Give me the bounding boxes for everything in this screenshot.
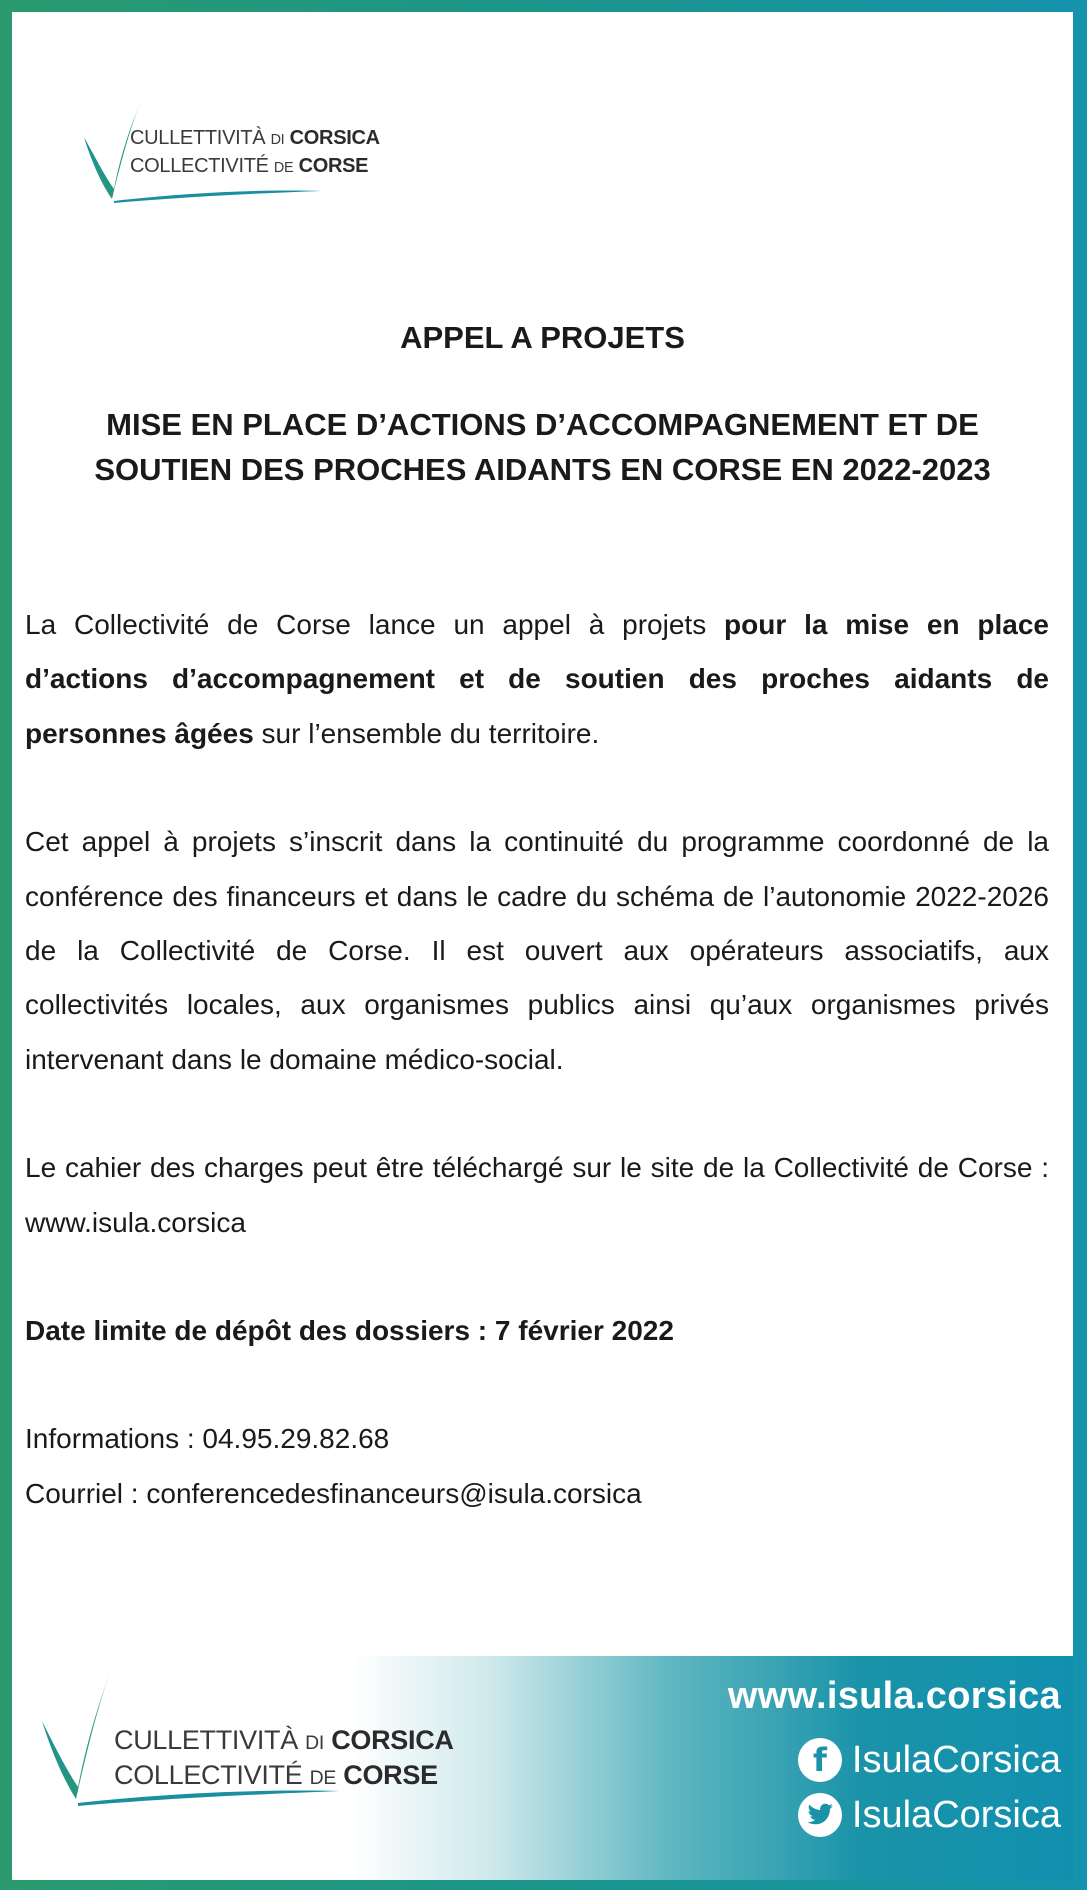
info-phone: Informations : 04.95.29.82.68	[25, 1423, 390, 1455]
main-title-line-1: MISE EN PLACE D’ACTIONS D’ACCOMPAGNEMENT ET DE	[106, 407, 979, 442]
intro-end-text: sur l’ensemble du territoire.	[253, 717, 600, 749]
intro-bold-text: pour la mise en place d’actions d’accompagnement et de soutien des proches aidants de personnes âgées	[25, 609, 1049, 749]
paragraph-download: Le cahier des charges peut être téléchargé sur le site de la Collectivité de Corse : www.isula.corsica	[25, 1152, 1049, 1238]
twitter-icon	[798, 1793, 842, 1837]
main-title-line-2: SOUTIEN DES PROCHES AIDANTS EN CORSE EN 2022-2023	[94, 452, 991, 487]
deadline-text: Date limite de dépôt des dossiers : 7 février 2022	[25, 1315, 674, 1347]
kicker-title: APPEL A PROJETS	[400, 320, 685, 355]
logo-line-2: COLLECTIVITÉ DE CORSE	[130, 155, 369, 177]
website-link[interactable]: www.isula.corsica	[727, 1675, 1061, 1717]
paragraph-intro	[25, 598, 1049, 761]
announcement-body	[25, 598, 1049, 1521]
facebook-handle: IsulaCorsica	[851, 1738, 1061, 1781]
logo-bottom-line-1: CULLETTIVITÀ DI CORSICA	[114, 1725, 454, 1755]
intro-text: La Collectivité de Corse lance un appel à projets	[25, 609, 725, 640]
collectivite-logo-top	[82, 97, 412, 247]
twitter-link[interactable]	[798, 1793, 1061, 1837]
facebook-link[interactable]	[798, 1738, 1061, 1782]
document-sheet	[12, 12, 1073, 1880]
collectivite-logo-bottom	[28, 1665, 454, 1845]
info-email: Courriel : conferencedesfinanceurs@isula.corsica	[25, 1477, 642, 1509]
logo-line-1: CULLETTIVITÀ DI CORSICA	[130, 127, 380, 149]
paragraph-context: Cet appel à projets s’inscrit dans la continuité du programme coordonné de la conférence des financeurs et dans le cadre du schéma de l’autonomie 2022-2026 de la Collectivité de Corse. Il est ouvert aux opérateurs associatifs, aux collectivités locales, aux organismes publics ainsi qu’aux organismes privés intervenant dans le domaine médico-social.	[25, 826, 1049, 1075]
facebook-icon: f	[798, 1738, 842, 1782]
logo-bottom-line-2: COLLECTIVITÉ DE CORSE	[114, 1760, 438, 1790]
twitter-handle: IsulaCorsica	[851, 1793, 1061, 1836]
main-title	[32, 402, 1053, 492]
